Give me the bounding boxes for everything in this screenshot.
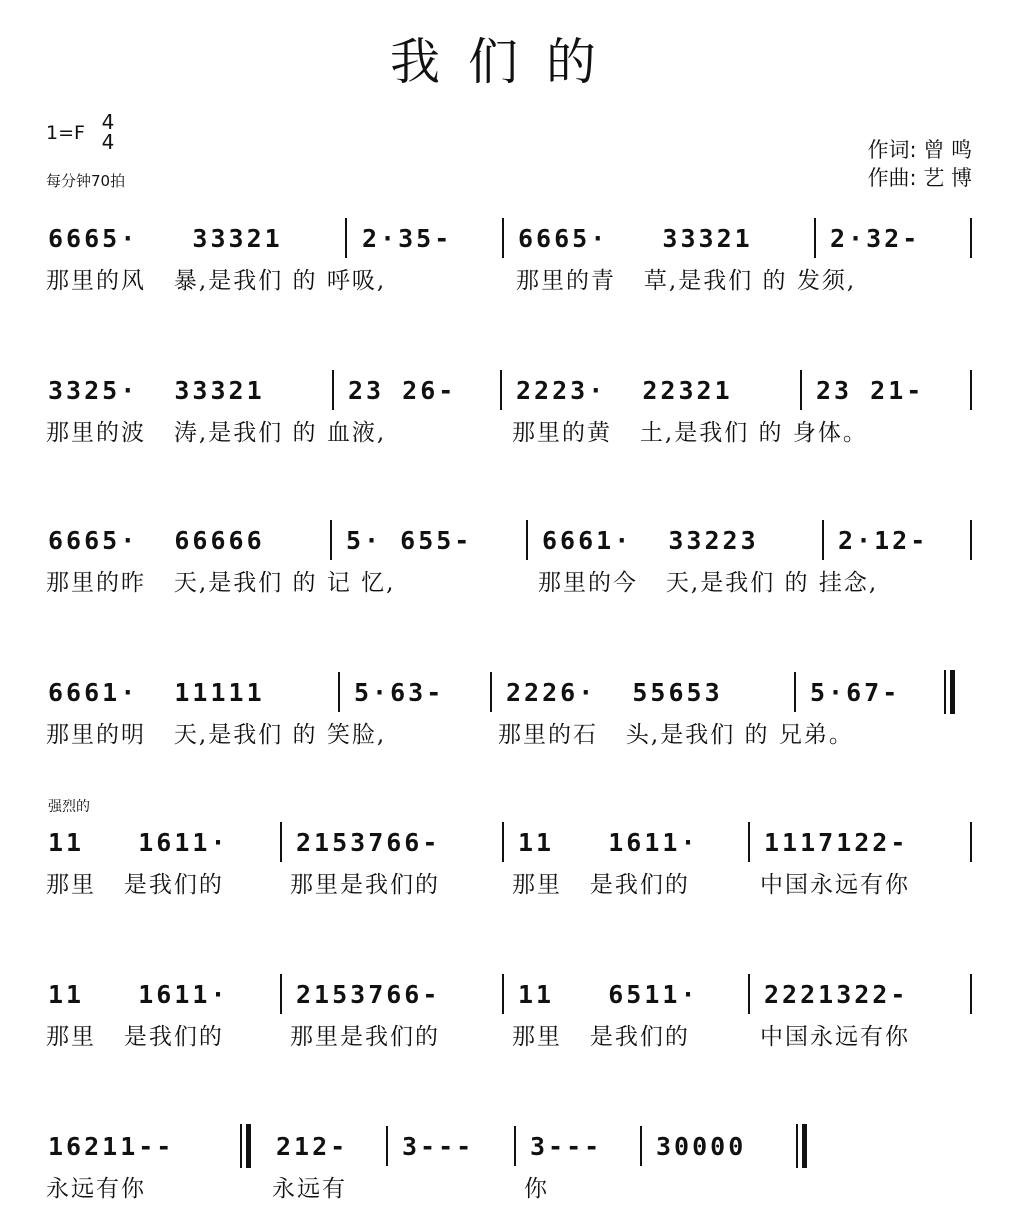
lyrics-line — [0, 870, 1014, 900]
measure: 2·32- — [830, 224, 921, 253]
lyric-phrase: 永远有你 — [46, 1176, 146, 1202]
time-signature — [100, 112, 116, 152]
final-barline — [796, 1124, 808, 1168]
measure: 6665· 33321 — [518, 224, 753, 253]
measure: 3--- — [402, 1132, 475, 1161]
measure: 23 21- — [816, 376, 925, 405]
notes-line — [0, 524, 1014, 558]
barline — [970, 822, 972, 862]
barline — [822, 520, 824, 560]
lyric-phrase: 中国永远有你 — [760, 1024, 910, 1050]
time-signature-top: 4 — [101, 110, 115, 134]
measure: 2226· 55653 — [506, 678, 723, 707]
notes-line — [0, 978, 1014, 1012]
barline — [640, 1126, 642, 1166]
barline — [526, 520, 528, 560]
measure: 16211-- — [48, 1132, 175, 1161]
lyric-phrase: 那里 是我们的 — [46, 872, 224, 898]
barline — [502, 822, 504, 862]
notes-line — [0, 374, 1014, 408]
measure: 6661· 11111 — [48, 678, 265, 707]
lyric-phrase: 永远有 — [272, 1176, 347, 1202]
measure: 2·35- — [362, 224, 453, 253]
lyrics-line — [0, 720, 1014, 750]
lyric-phrase: 那里的石 头,是我们 的 兄弟。 — [498, 722, 854, 748]
barline — [514, 1126, 516, 1166]
notes-line — [0, 1130, 1014, 1164]
barline — [338, 672, 340, 712]
notes-line — [0, 826, 1014, 860]
lyric-phrase: 那里的今 天,是我们 的 挂念, — [538, 570, 879, 596]
barline — [490, 672, 492, 712]
lyric-phrase: 那里的明 天,是我们 的 笑脸, — [46, 722, 387, 748]
measure: 6665· 66666 — [48, 526, 265, 555]
lyric-phrase: 那里 是我们的 — [512, 872, 690, 898]
expression-marking: 强烈的 — [48, 799, 90, 815]
barline — [345, 218, 347, 258]
notes-line — [0, 676, 1014, 710]
lyrics-line — [0, 266, 1014, 296]
barline — [970, 370, 972, 410]
measure: 6661· 33223 — [542, 526, 759, 555]
lyric-phrase: 那里的风 暴,是我们 的 呼吸, — [46, 268, 387, 294]
lyric-phrase: 中国永远有你 — [760, 872, 910, 898]
key-signature: 1=F — [46, 122, 85, 144]
barline — [502, 974, 504, 1014]
barline — [332, 370, 334, 410]
time-signature-bottom: 4 — [101, 130, 115, 154]
barline — [280, 822, 282, 862]
measure: 3325· 33321 — [48, 376, 265, 405]
barline — [800, 370, 802, 410]
measure: 5· 655- — [346, 526, 473, 555]
barline — [748, 974, 750, 1014]
measure: 3--- — [530, 1132, 603, 1161]
measure: 212- — [276, 1132, 349, 1161]
lyric-phrase: 那里的黄 土,是我们 的 身体。 — [512, 420, 868, 446]
barline — [330, 520, 332, 560]
barline — [970, 974, 972, 1014]
lyric-phrase: 那里 是我们的 — [512, 1024, 690, 1050]
measure: 30000 — [656, 1132, 747, 1161]
lyric-phrase: 那里的波 涛,是我们 的 血液, — [46, 420, 387, 446]
barline — [502, 218, 504, 258]
lyrics-line — [0, 1174, 1014, 1204]
notes-line — [0, 222, 1014, 256]
lyricist-credit: 作词: 曾 鸣 — [867, 138, 972, 162]
barline — [748, 822, 750, 862]
barline — [970, 218, 972, 258]
measure: 23 26- — [348, 376, 457, 405]
composer-credit: 作曲: 艺 博 — [867, 166, 972, 190]
tempo-marking: 每分钟70拍 — [46, 172, 126, 190]
measure: 2221322- — [764, 980, 909, 1009]
credits — [868, 136, 972, 192]
measure: 5·63- — [354, 678, 445, 707]
measure: 1117122- — [764, 828, 909, 857]
lyric-phrase: 那里是我们的 — [290, 872, 440, 898]
lyric-phrase: 那里 是我们的 — [46, 1024, 224, 1050]
lyrics-line — [0, 568, 1014, 598]
lyrics-line — [0, 1022, 1014, 1052]
measure: 5·67- — [810, 678, 901, 707]
measure: 6665· 33321 — [48, 224, 283, 253]
repeat-barline — [240, 1124, 252, 1168]
measure: 2223· 22321 — [516, 376, 733, 405]
barline — [970, 520, 972, 560]
repeat-barline — [944, 670, 956, 714]
measure: 2·12- — [838, 526, 929, 555]
lyric-phrase: 那里是我们的 — [290, 1024, 440, 1050]
barline — [386, 1126, 388, 1166]
song-title: 我们的 — [390, 33, 624, 91]
lyrics-line — [0, 418, 1014, 448]
lyric-phrase: 那里的昨 天,是我们 的 记 忆, — [46, 570, 396, 596]
lyric-phrase: 你 — [524, 1176, 549, 1202]
measure: 11 1611· — [518, 828, 699, 857]
barline — [814, 218, 816, 258]
barline — [794, 672, 796, 712]
barline — [280, 974, 282, 1014]
measure: 11 1611· — [48, 980, 229, 1009]
measure: 11 1611· — [48, 828, 229, 857]
measure: 2153766- — [296, 828, 441, 857]
measure: 11 6511· — [518, 980, 699, 1009]
measure: 2153766- — [296, 980, 441, 1009]
barline — [500, 370, 502, 410]
lyric-phrase: 那里的青 草,是我们 的 发须, — [516, 268, 857, 294]
